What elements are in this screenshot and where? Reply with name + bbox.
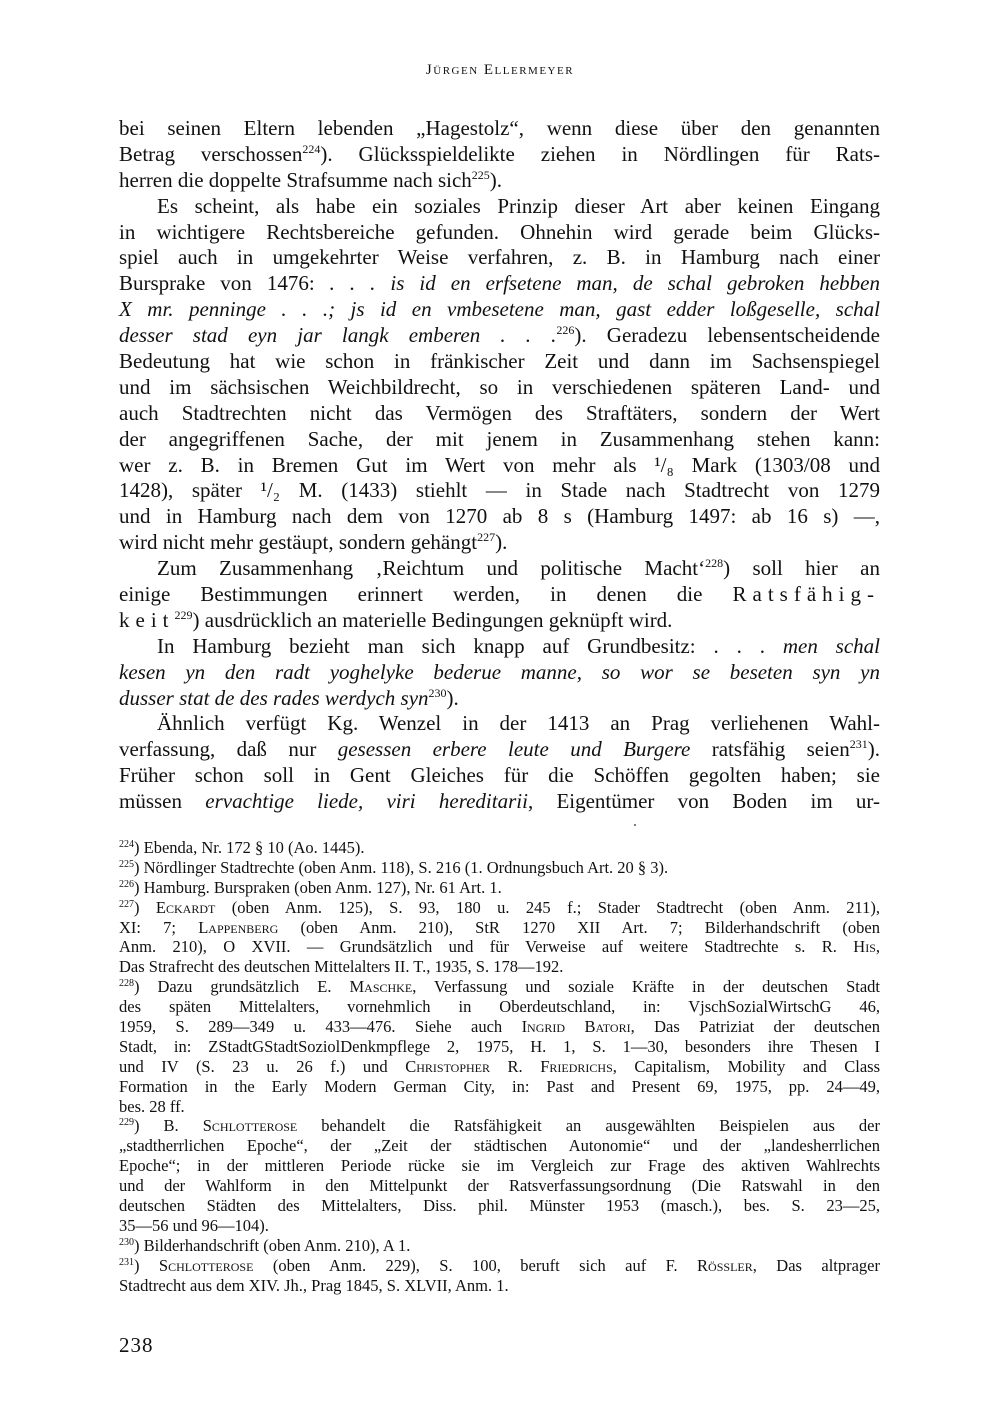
body-line: [119, 116, 880, 142]
text-segment: Das Strafrecht des deutschen Mittelalters II. T., 1935, S. 178—192.: [119, 957, 564, 977]
text-segment: wird nicht mehr gestäupt, sondern gehängt: [119, 530, 478, 555]
text-segment: Früher schon soll in Gent Gleiches für die Schöffen gegolten haben; sie: [119, 763, 880, 788]
italic-text: dusser stat de des rades werdych syn: [119, 685, 429, 710]
text-segment: auch Stadtrechten nicht das Vermögen des Straftäters, sondern der Wert: [119, 400, 880, 425]
separator-dot: [634, 824, 636, 826]
italic-text: gesessen erbere leute und Burgere: [337, 737, 691, 762]
text-segment: deutschen Städten des Mittelalters, Diss. phil. Münster 1953 (masch.), bes. S. 23—25,: [119, 1196, 880, 1216]
footnote-ref: 228: [119, 978, 134, 990]
footnote-ref: 227: [477, 530, 496, 545]
text-segment: und im sächsischen Weichbildrecht, so in verschiedenen späteren Land- und: [119, 374, 880, 399]
footnote-ref: 228: [705, 556, 724, 571]
footnote-ref: 225: [119, 858, 134, 870]
text-segment: XI: 7;: [119, 917, 199, 937]
footnote-line: [119, 1276, 880, 1296]
running-header: Jürgen Ellermeyer: [425, 62, 575, 78]
body-line: [119, 323, 880, 349]
footnote-ref: 224: [302, 141, 321, 156]
text-segment: und der Wahlform in den Mittelpunkt der Ratsverfassungsordnung (Die Ratswahl in den: [119, 1176, 880, 1196]
body-line: [119, 711, 880, 737]
body-line: [119, 194, 880, 220]
footnote-line: [119, 1116, 880, 1136]
text-segment: 35—56 und 96—104).: [119, 1215, 269, 1235]
body-line: [119, 582, 880, 608]
body-line: [119, 530, 880, 556]
text-segment: , Verfassung und soziale Kräfte in der deutschen Stadt: [412, 977, 880, 997]
page-number: 238: [119, 1333, 154, 1357]
text-segment: ,: [875, 937, 880, 957]
italic-text: X mr. penninge . . .; js id en vmbesetene man, gast edder loßgeselle, schal: [119, 297, 880, 322]
text-segment: ).: [495, 530, 508, 555]
body-line: [119, 245, 880, 271]
body-line: [119, 375, 880, 401]
footnotes: [119, 838, 880, 1295]
text-segment: , Das Patriziat der deutschen: [630, 1017, 880, 1037]
text-segment: Formation in the Early Modern German City, in: Past and Present 69, 1975, pp. 24—49,: [119, 1076, 880, 1096]
footnote-ref: 230: [428, 685, 447, 700]
footnote-line: [119, 1057, 880, 1077]
text-segment: In Hamburg bezieht man sich knapp auf Grundbesitz: . . .: [157, 633, 783, 658]
footnote-line: [119, 1216, 880, 1236]
footnote-line: [119, 997, 880, 1017]
footnote-ref: 229: [119, 1117, 134, 1129]
body-line: [119, 349, 880, 375]
footnote-ref: 230: [119, 1236, 134, 1248]
text-segment: spiel auch in umgekehrter Weise verfahren, z. B. in Hamburg nach einer: [119, 245, 880, 270]
body-line: [119, 271, 880, 297]
footnote-line: [119, 858, 880, 878]
body-text: [119, 116, 880, 815]
text-segment: behandelt die Ratsfähigkeit an ausgewählten Beispielen aus der: [297, 1116, 880, 1136]
italic-text: kesen yn den radt yoghelyke bederue manne, so wor se beseten syn yn: [119, 659, 880, 684]
text-segment: bes. 28 ff.: [119, 1096, 185, 1116]
text-segment: „stadtherrlichen Epoche“, der „Zeit der städtischen Autonomie“ und der „landesherrlichen: [119, 1136, 880, 1156]
text-segment: wer z. B. in Bremen Gut im Wert von mehr als ¹/₈ Mark (1303/08 und: [119, 452, 880, 477]
author-name: Schlotterose: [202, 1116, 298, 1136]
author-name: Maschke: [349, 977, 413, 997]
footnote-line: [119, 898, 880, 918]
text-segment: (oben Anm. 125), S. 93, 180 u. 245 f.; Stader Stadtrecht (oben Anm. 211),: [215, 897, 880, 917]
spaced-text: Ratsfähig-: [732, 582, 880, 607]
footnote-ref: 225: [471, 167, 490, 182]
text-segment: verfassung, daß nur: [119, 737, 338, 762]
italic-text: men schal: [782, 633, 880, 658]
text-segment: Es scheint, als habe ein soziales Prinzip dieser Art aber keinen Eingang: [157, 193, 880, 218]
text-segment: und in Hamburg nach dem von 1270 ab 8 s (Hamburg 1497: ab 16 s) —,: [119, 504, 880, 529]
footnote-line: [119, 1077, 880, 1097]
body-line: [119, 453, 880, 479]
footnote-line: [119, 1136, 880, 1156]
text-segment: bei seinen Eltern lebenden „Hagestolz“, wenn diese über den genannten: [119, 116, 880, 140]
body-line: [119, 504, 880, 530]
author-name: Eckardt: [155, 897, 216, 917]
text-segment: ): [134, 897, 156, 917]
text-segment: einige Bestimmungen erinnert werden, in denen die: [119, 582, 733, 607]
text-segment: Epoche“; in der mittleren Periode rücke sie im Vergleich zur Frage des aktiven Wahlrechts: [119, 1156, 880, 1176]
text-segment: ): [134, 1255, 159, 1275]
author-name: Christopher R. Friedrichs: [405, 1056, 613, 1076]
body-line: [119, 297, 880, 323]
body-line: [119, 401, 880, 427]
footnote-ref: 231: [119, 1256, 134, 1268]
text-segment: , Eigentümer von Boden im ur-: [527, 789, 881, 814]
text-segment: , Das altprager: [752, 1255, 880, 1275]
text-segment: Stadtrecht aus dem XIV. Jh., Prag 1845, S. XLVII, Anm. 1.: [119, 1275, 509, 1295]
text-segment: ).: [446, 685, 459, 710]
author-name: Rössler: [697, 1255, 753, 1275]
footnote-line: [119, 1256, 880, 1276]
body-line: [119, 220, 880, 246]
author-name: Lappenberg: [198, 917, 279, 937]
text-segment: ).: [489, 167, 503, 192]
text-segment: ) soll hier an: [723, 556, 880, 581]
body-line: [119, 660, 880, 686]
text-segment: (oben Anm. 229), S. 100, beruft sich auf F.: [253, 1255, 698, 1275]
italic-text: . . . is id en erfsetene man, de schal gebroken hebben: [329, 271, 880, 296]
footnote-line: [119, 1196, 880, 1216]
footnote-line: [119, 977, 880, 997]
text-segment: ratsfähig seien: [690, 737, 850, 762]
text-segment: ) B.: [134, 1116, 203, 1136]
footnote-line: [119, 918, 880, 938]
footnote-line: [119, 1037, 880, 1057]
text-segment: (oben Anm. 210), StR 1270 XII Art. 7; Bilderhandschrift (oben: [278, 917, 880, 937]
footnote-line: [119, 957, 880, 977]
footnote-ref: 226: [119, 878, 134, 890]
footnote-ref: 224: [119, 839, 134, 850]
text-segment: ) Bilderhandschrift (oben Anm. 210), A 1.: [134, 1235, 411, 1255]
footnote-line: [119, 1156, 880, 1176]
author-name: Ingrid Batori: [521, 1017, 631, 1037]
text-segment: der angegriffenen Sache, der mit jenem in Zusammenhang stehen kann:: [119, 426, 880, 451]
text-segment: ).: [867, 737, 881, 762]
footnote-line: [119, 937, 880, 957]
footnote-line: [119, 838, 880, 858]
italic-text: ervachtige liede, viri hereditarii: [205, 789, 528, 814]
text-segment: Ähnlich verfügt Kg. Wenzel in der 1413 an Prag verliehenen Wahl-: [157, 711, 880, 736]
text-segment: und IV (S. 23 u. 26 f.) und: [119, 1056, 406, 1076]
footnote-line: [119, 1176, 880, 1196]
text-segment: in wichtigere Rechtsbereiche gefunden. Ohnehin wird gerade beim Glücks-: [119, 219, 880, 244]
text-segment: Stadt, in: ZStadtGStadtSoziolDenkmpflege 2, 1975, H. 1, S. 1—30, besonders ihre Thesen I: [119, 1036, 880, 1056]
body-line: [119, 737, 880, 763]
body-line: [119, 478, 880, 504]
body-line: [119, 634, 880, 660]
spaced-text: keit: [119, 607, 175, 632]
text-segment: ) Dazu grundsätzlich E.: [134, 977, 350, 997]
footnote-ref: 226: [556, 323, 575, 338]
text-segment: 1959, S. 289—349 u. 433—476. Siehe auch: [119, 1017, 522, 1037]
text-segment: müssen: [119, 789, 206, 814]
text-segment: Bedeutung hat wie schon in fränkischer Zeit und dann im Sachsenspiegel: [119, 349, 880, 374]
author-name: Schlotterose: [158, 1255, 254, 1275]
text-segment: ) Ebenda, Nr. 172 § 10 (Ao. 1445).: [134, 838, 365, 857]
body-line: [119, 763, 880, 789]
body-line: [119, 789, 880, 815]
footnote-line: [119, 1236, 880, 1256]
author-name: His: [853, 937, 876, 957]
footnote-ref: 227: [119, 898, 134, 910]
text-segment: herren die doppelte Strafsumme nach sich: [119, 167, 472, 192]
text-segment: Betrag verschossen: [119, 141, 303, 166]
body-line: [119, 168, 880, 194]
body-line: [119, 427, 880, 453]
footnote-line: [119, 878, 880, 898]
body-line: [119, 686, 880, 712]
text-segment: ) ausdrücklich an materielle Bedingungen geknüpft wird.: [192, 607, 673, 632]
body-line: [119, 142, 880, 168]
text-segment: des späten Mittelalters, vornehmlich in Oberdeutschland, in: VjschSozialWirtschG 46,: [119, 997, 880, 1017]
footnote-line: [119, 1097, 880, 1117]
footnote-ref: 231: [849, 737, 868, 752]
text-segment: ) Hamburg. Burspraken (oben Anm. 127), Nr. 61 Art. 1.: [134, 877, 502, 897]
footnote-line: [119, 1017, 880, 1037]
body-line: [119, 608, 880, 634]
italic-text: desser stad eyn jar langk emberen . . .: [119, 323, 557, 348]
text-segment: Zum Zusammenhang ‚Reichtum und politische Macht‘: [157, 556, 706, 581]
text-segment: ). Geradezu lebensentscheidende: [574, 323, 880, 348]
text-segment: ) Nördlinger Stadtrechte (oben Anm. 118), S. 216 (1. Ordnungsbuch Art. 20 § 3).: [134, 857, 669, 877]
text-segment: ). Glücksspieldelikte ziehen in Nördlingen für Rats-: [320, 141, 881, 166]
text-segment: Bursprake von 1476:: [119, 271, 330, 296]
body-line: [119, 556, 880, 582]
text-segment: Anm. 210), O XVII. — Grundsätzlich und für Verweise auf weitere Stadtrechte s. R.: [119, 937, 854, 957]
text-segment: , Capitalism, Mobility and Class: [612, 1056, 880, 1076]
text-segment: 1428), später ¹/₂ M. (1433) stiehlt — in Stade nach Stadtrecht von 1279: [119, 478, 880, 503]
footnote-ref: 229: [174, 607, 193, 622]
